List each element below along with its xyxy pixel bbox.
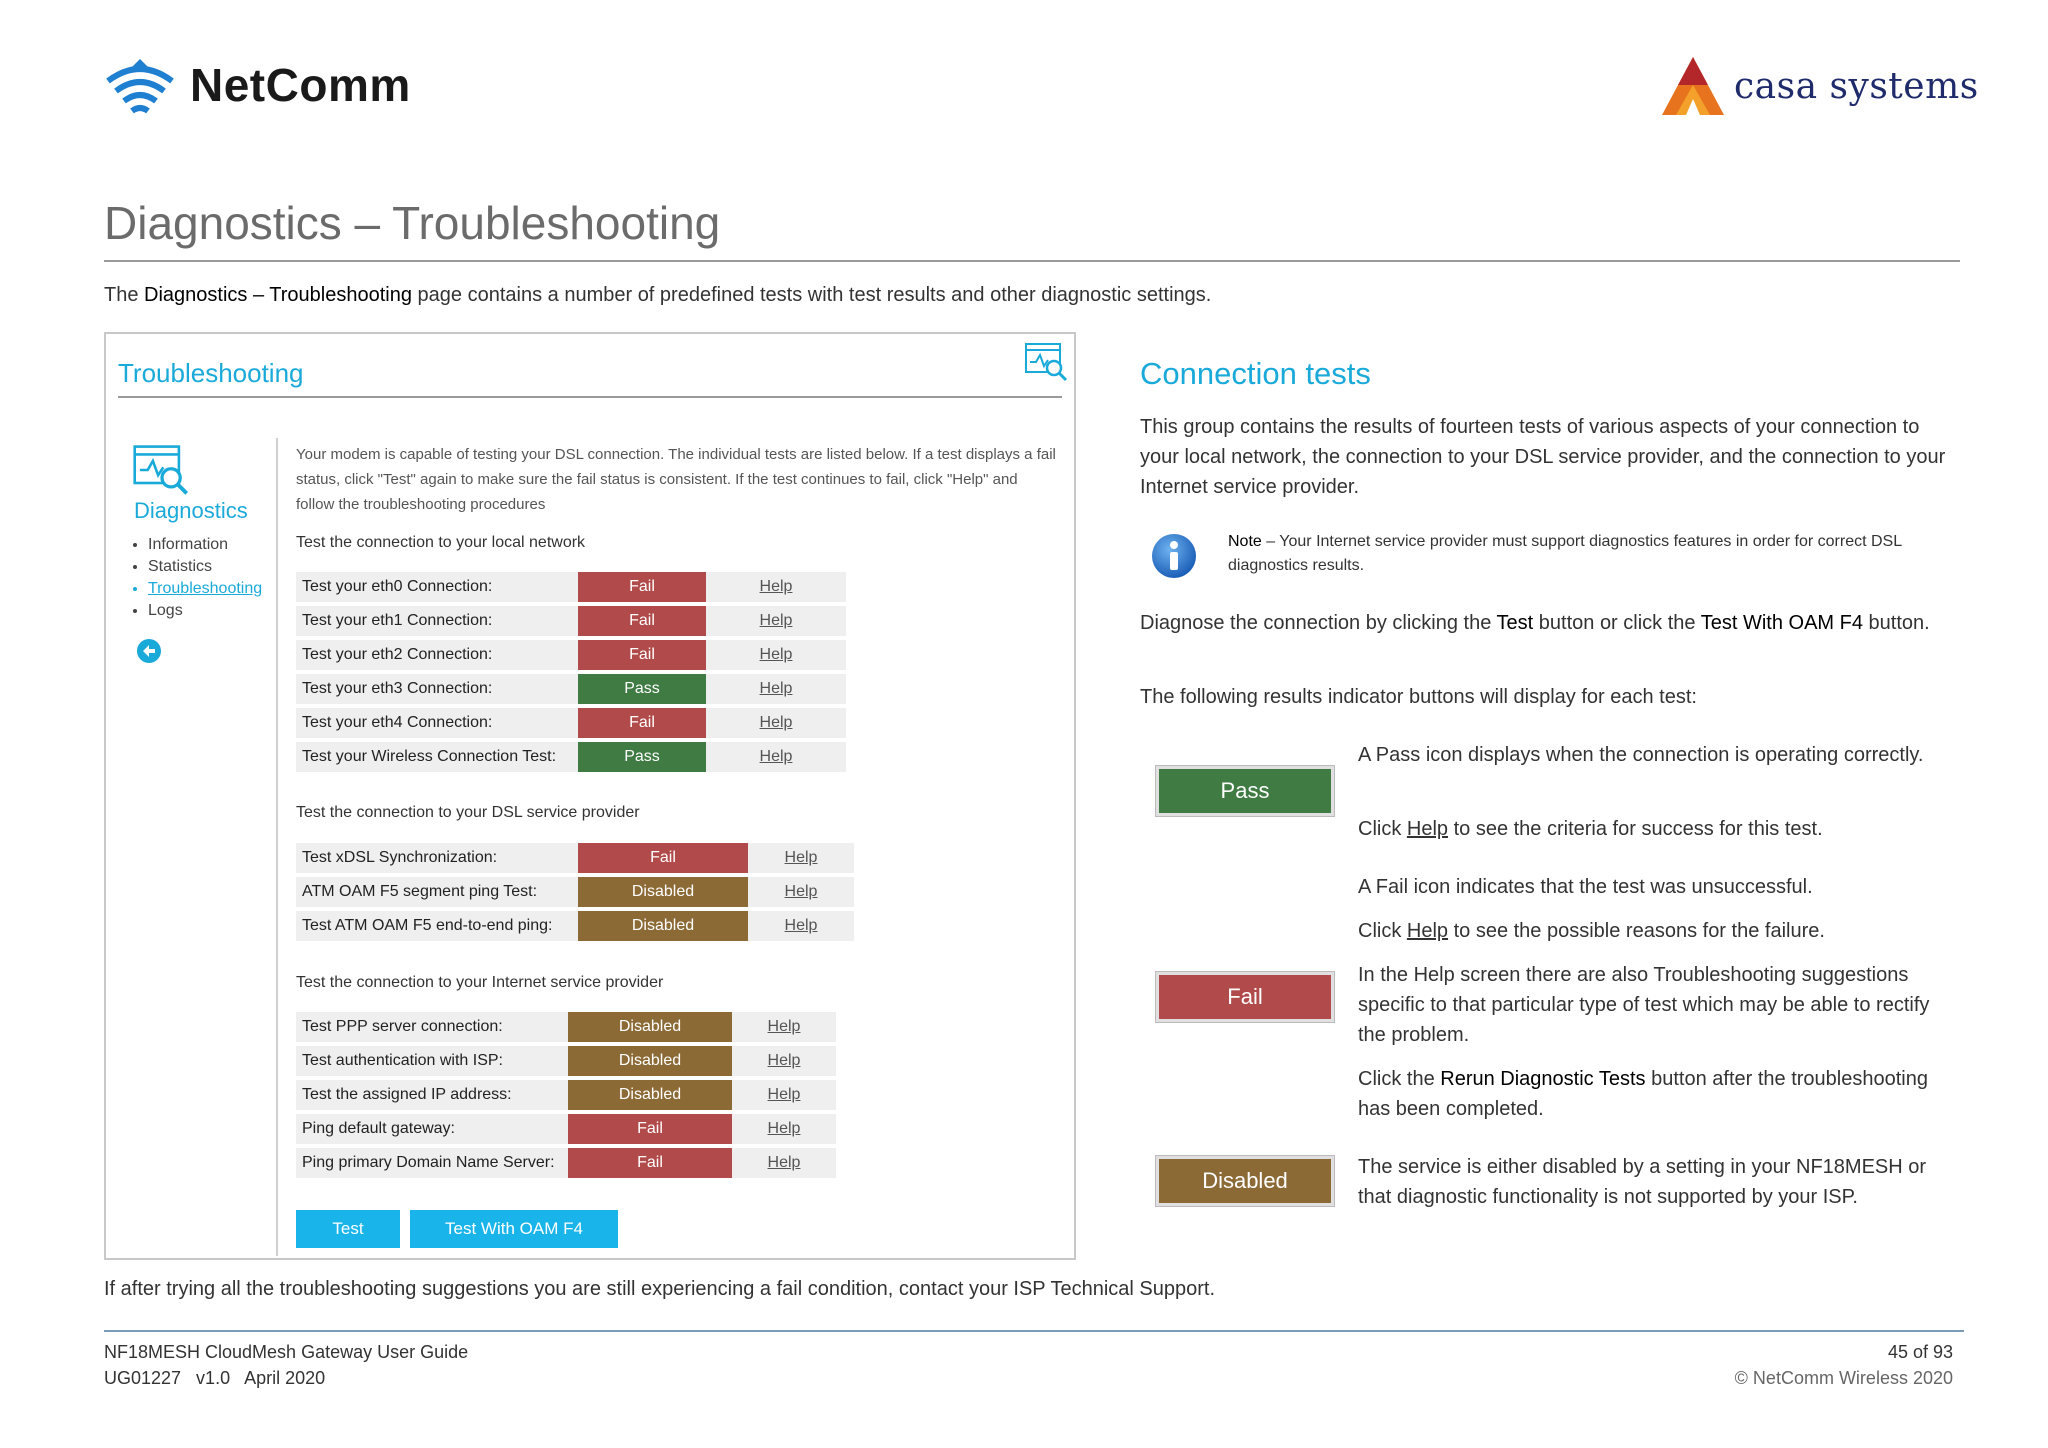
test-name: Test your eth1 Connection:: [296, 606, 578, 636]
sidebar-nav: [124, 534, 262, 622]
group-label-dsl: Test the connection to your DSL service provider: [296, 804, 640, 821]
sidebar-item-logs[interactable]: • Logs: [148, 600, 262, 622]
test-help-link[interactable]: Help: [706, 640, 846, 670]
diagnose-test-word: Test: [1496, 612, 1534, 634]
test-row: [296, 843, 854, 873]
test-row: [296, 1046, 836, 1076]
test-row: [296, 742, 846, 772]
test-status-badge: Disabled: [578, 877, 748, 907]
intro-paragraph: [104, 284, 1211, 307]
test-status-badge: Fail: [578, 572, 706, 602]
test-name: Test your eth3 Connection:: [296, 674, 578, 704]
test-name: Ping primary Domain Name Server:: [296, 1148, 568, 1178]
test-help-link[interactable]: Help: [732, 1080, 836, 1110]
test-help-link[interactable]: Help: [706, 742, 846, 772]
test-button[interactable]: Test: [296, 1210, 400, 1248]
test-help-link[interactable]: Help: [706, 708, 846, 738]
troubleshooting-screenshot: [104, 332, 1076, 1260]
page-title: Diagnostics – Troubleshooting: [104, 197, 721, 249]
test-status-badge: Fail: [568, 1148, 732, 1178]
test-help-link[interactable]: Help: [748, 843, 854, 873]
fail-indicator: Fail: [1156, 972, 1334, 1022]
test-status-badge: Fail: [568, 1114, 732, 1144]
diagnose-oam-word: Test With OAM F4: [1700, 612, 1863, 634]
netcomm-wordmark: NetComm: [190, 59, 411, 111]
diagnose-text-c: button or click the: [1533, 612, 1701, 634]
diagnose-text-e: button.: [1862, 612, 1930, 634]
panel-title-divider: [118, 396, 1062, 398]
fail-help-text: [1358, 916, 1948, 946]
test-help-link[interactable]: Help: [732, 1046, 836, 1076]
test-row: [296, 877, 854, 907]
test-status-badge: Fail: [578, 843, 748, 873]
indicator-intro: The following results indicator buttons will display for each test:: [1140, 686, 1697, 708]
title-divider: [104, 260, 1960, 262]
test-oam-f4-button[interactable]: Test With OAM F4: [410, 1210, 618, 1248]
test-row: [296, 606, 846, 636]
fail-help-b: to see the possible reasons for the failure.: [1448, 920, 1825, 942]
test-name: Test PPP server connection:: [296, 1012, 568, 1042]
dsl-provider-tests-table: [296, 839, 854, 945]
test-status-badge: Disabled: [568, 1012, 732, 1042]
diagnose-text-a: Diagnose the connection by clicking the: [1140, 612, 1497, 634]
test-name: Ping default gateway:: [296, 1114, 568, 1144]
test-status-badge: Fail: [578, 708, 706, 738]
test-name: Test your eth0 Connection:: [296, 572, 578, 602]
test-status-badge: Pass: [578, 674, 706, 704]
isp-tests-table: [296, 1008, 836, 1182]
panel-title: Troubleshooting: [118, 358, 304, 388]
test-name: Test the assigned IP address:: [296, 1080, 568, 1110]
fail-rerun-a: Click the: [1358, 1068, 1441, 1090]
pass-help-a: Click: [1358, 818, 1407, 840]
diagnostics-icon: [1024, 342, 1070, 382]
test-status-badge: Fail: [578, 606, 706, 636]
sidebar-item-troubleshooting[interactable]: • Troubleshooting: [148, 578, 262, 600]
intro-bold: Diagnostics – Troubleshooting: [144, 284, 412, 306]
test-name: ATM OAM F5 segment ping Test:: [296, 877, 578, 907]
connection-tests-heading: Connection tests: [1140, 356, 1371, 391]
test-name: Test xDSL Synchronization:: [296, 843, 578, 873]
casa-wordmark: casa systems: [1734, 65, 1979, 107]
test-status-badge: Pass: [578, 742, 706, 772]
pass-help-b: to see the criteria for success for this test.: [1448, 818, 1823, 840]
test-status-badge: Disabled: [568, 1046, 732, 1076]
local-network-tests-table: [296, 568, 846, 776]
netcomm-logo: [104, 50, 411, 120]
sidebar-heading: Diagnostics: [134, 498, 248, 523]
back-arrow-icon[interactable]: [136, 638, 162, 664]
diagnostics-sidebar-icon: [132, 444, 192, 496]
test-help-link[interactable]: Help: [748, 911, 854, 941]
test-row: [296, 572, 846, 602]
casa-systems-logo: [1660, 54, 1979, 118]
panel-description: Your modem is capable of testing your DSL connection. The individual tests are listed below. If a test displays a fail status, click "Test" again to make sure the fail status is consistent. If the test continues to fail, click "Help" and follow the troubleshooting procedures: [296, 446, 1056, 513]
wifi-logo-icon: [104, 55, 176, 115]
sidebar-item-information[interactable]: • Information: [148, 534, 262, 556]
test-status-badge: Disabled: [578, 911, 748, 941]
test-name: Test your eth2 Connection:: [296, 640, 578, 670]
fail-help-link[interactable]: Help: [1406, 920, 1449, 942]
test-help-link[interactable]: Help: [732, 1012, 836, 1042]
fail-rerun-text: [1358, 1064, 1948, 1124]
pass-indicator: Pass: [1156, 766, 1334, 816]
fail-description: A Fail icon indicates that the test was unsuccessful.: [1358, 876, 1813, 898]
footer-doc-id: UG01227 v1.0 April 2020: [104, 1368, 326, 1388]
diagnose-paragraph: [1140, 608, 1960, 638]
pass-description: A Pass icon displays when the connection is operating correctly.: [1358, 744, 1924, 766]
intro-prefix: The: [104, 284, 145, 306]
test-row: [296, 1148, 836, 1178]
test-help-link[interactable]: Help: [706, 572, 846, 602]
test-row: [296, 1114, 836, 1144]
test-name: Test ATM OAM F5 end-to-end ping:: [296, 911, 578, 941]
test-name: Test authentication with ISP:: [296, 1046, 568, 1076]
footer-divider: [104, 1330, 1964, 1332]
test-help-link[interactable]: Help: [748, 877, 854, 907]
note-label: Note: [1228, 533, 1262, 550]
sidebar-divider: [276, 438, 278, 1256]
test-row: [296, 1080, 836, 1110]
test-help-link[interactable]: Help: [732, 1148, 836, 1178]
test-status-badge: Disabled: [568, 1080, 732, 1110]
test-row: [296, 640, 846, 670]
test-help-link[interactable]: Help: [732, 1114, 836, 1144]
test-row: [296, 1012, 836, 1042]
casa-triangle-icon: [1660, 55, 1726, 117]
fail-help-a: Click: [1358, 920, 1407, 942]
test-row: [296, 674, 846, 704]
pass-help-text: [1358, 814, 1948, 844]
note-text: [1228, 530, 1928, 578]
info-icon: [1150, 532, 1198, 580]
test-row: [296, 708, 846, 738]
pass-help-link[interactable]: Help: [1406, 818, 1449, 840]
footer-page-number: 45 of 93: [1887, 1342, 1953, 1362]
test-name: Test your Wireless Connection Test:: [296, 742, 578, 772]
footer-copyright: © NetComm Wireless 2020: [1734, 1368, 1953, 1388]
disabled-indicator: Disabled: [1156, 1156, 1334, 1206]
footer-doc-title: NF18MESH CloudMesh Gateway User Guide: [104, 1342, 469, 1362]
group-label-isp: Test the connection to your Internet service provider: [296, 974, 664, 991]
test-row: [296, 911, 854, 941]
test-status-badge: Fail: [578, 640, 706, 670]
fail-rerun-b: Rerun Diagnostic Tests: [1440, 1068, 1646, 1090]
intro-suffix: page contains a number of predefined tests with test results and other diagnostic settings.: [411, 284, 1212, 306]
disabled-description: The service is either disabled by a setting in your NF18MESH or that diagnostic functionality is not supported by your ISP.: [1358, 1156, 1927, 1208]
fail-help-suggestions: In the Help screen there are also Troubleshooting suggestions specific to that particular type of test which may be able to rectify the problem.: [1358, 964, 1930, 1046]
sidebar-item-statistics[interactable]: • Statistics: [148, 556, 262, 578]
connection-tests-intro: This group contains the results of fourteen tests of various aspects of your connection to your local network, the connection to your DSL service provider, and the connection to your Internet service provider.: [1140, 416, 1946, 498]
note-body: – Your Internet service provider must support diagnostics features in order for correct DSL diagnostics results.: [1228, 533, 1902, 574]
test-name: Test your eth4 Connection:: [296, 708, 578, 738]
test-help-link[interactable]: Help: [706, 674, 846, 704]
group-label-local: Test the connection to your local network: [296, 534, 586, 551]
fail-rerun-c: button after the troubleshooting has been completed.: [1358, 1068, 1928, 1120]
test-help-link[interactable]: Help: [706, 606, 846, 636]
closing-paragraph: If after trying all the troubleshooting suggestions you are still experiencing a fail condition, contact your ISP Technical Support.: [104, 1278, 1216, 1300]
